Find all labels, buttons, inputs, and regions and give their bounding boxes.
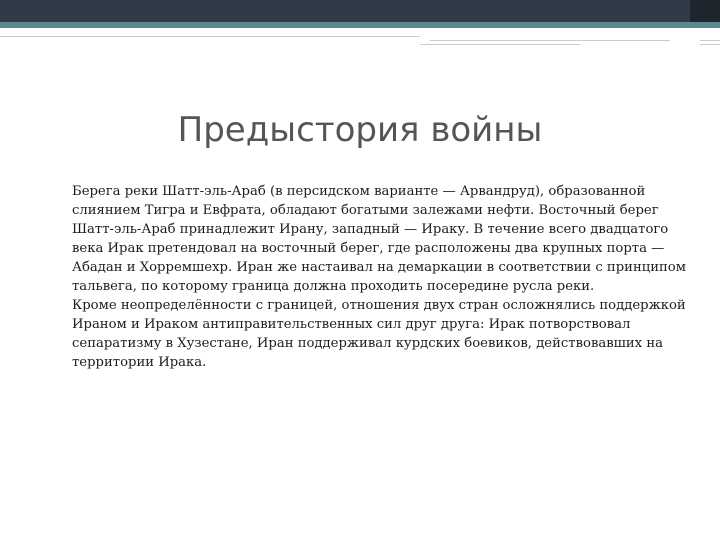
decorative-line <box>430 40 670 41</box>
slide-title: Предыстория войны <box>177 110 543 150</box>
header-band <box>0 0 720 22</box>
decorative-line <box>700 40 720 41</box>
paragraph-1: Берега реки Шатт-эль-Араб (в персидском варианте — Арвандруд), образованной слиянием Тигра и Евфрата, обладают богатыми залежами нефти. Восточный берег Шатт-эль-Араб принадлежит Ирану, западный — Ираку. В течение всего двадцатого века Ирак претендовал на восточный берег, где расположены два крупных порта — Абадан и Хорремшехр. Иран же настаивал на демаркации в соответствии с принципом тальвега, по которому граница должна проходить посередине русла реки. <box>72 184 686 294</box>
decorative-line <box>700 44 720 45</box>
decorative-line <box>420 44 580 45</box>
header-corner-block <box>690 0 720 22</box>
decorative-line <box>0 36 420 37</box>
header-accent-line <box>0 22 720 28</box>
paragraph-2: Кроме неопределённости с границей, отношения двух стран осложнялись поддержкой Ираном и Ираком антиправительственных сил друг друга: Ирак потворствовал сепаратизму в Хузестане, Иран поддерживал курдских боевиков, действовавших на территории Ирака. <box>72 298 686 370</box>
slide-body <box>72 182 692 372</box>
